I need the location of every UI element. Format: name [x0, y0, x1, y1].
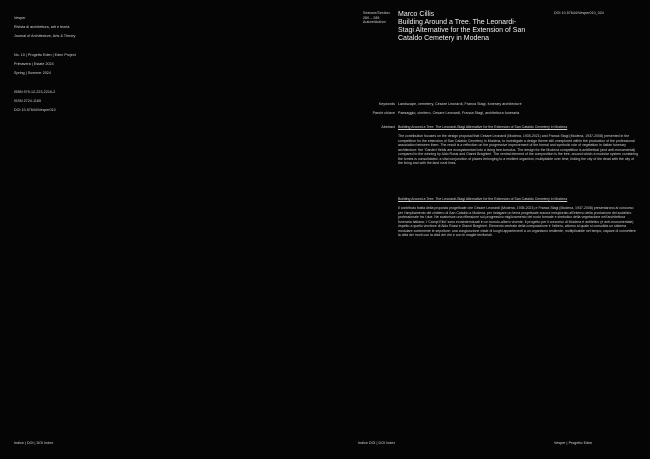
- article-meta-labels: Sezione/Section 260 – 289 Autore/Author: [363, 11, 390, 25]
- doi[interactable]: DOI 10.57644/Vesper010: [14, 108, 56, 113]
- abstract-body-en: The contribution focuses on the design proposal that Cesare Leonardi (Modena, 1935-2021) and Franca Stagi (Modena, 1937-2008) presented in the competition for the extension of San Cataldo Cemetery in Modena, to investigate a design theme still unexplored within the production of the professional association between them. The result is a reflection on the progressive improvement of the formal and symbolic role of vegetation in Italian funerary architecture: the ‘Garden’ fields are ecosystemised into a living tree-tumulus. The design for the Modena competition is antithetical (and anti-monumental) compared to the winning by Aldo Rossi and Gianni Braghieri. The central element of the composition is the tree, around which a modular system containing the tombs is consolidated: a vital conjunction of places belonging to a resilient organism, multipliable over time, linking the city of the dead with the city of the living and with the land rural lines.: [398, 134, 639, 165]
- article-author: Marco Cillis: [398, 11, 435, 18]
- publisher-name: Vesper: [14, 15, 26, 20]
- season-it: Primavera | Estate 2024: [14, 61, 54, 66]
- article-header: [398, 11, 532, 43]
- keywords-label-en: Keywords: [378, 101, 395, 106]
- keywords-values: [398, 97, 638, 120]
- footer-right: Vesper | Progetto Eden: [554, 441, 593, 445]
- abstract-title-it: Building Around a Tree. The Leonardi-Stagi Alternative for the Extension of San Cataldo Cemetery in Modena: [398, 197, 568, 201]
- journal-masthead: [14, 11, 154, 117]
- isbn: ISBN 979-12-223-2216-2: [14, 89, 56, 94]
- issn: ISSN 2724-1165: [14, 99, 42, 104]
- journal-name-it: Rivista di architettura, arti e teoria: [14, 24, 70, 29]
- keywords-labels: [355, 97, 395, 120]
- keywords-label-it: Parole chiave: [372, 110, 395, 115]
- keywords-en: Landscape, cemetery, Cesare Leonardi, Franca Stagi, funerary architecture: [398, 101, 522, 106]
- abstract-label: Abstract: [381, 125, 395, 129]
- abstract-title-en: Building Around a Tree. The Leonardi-Stagi Alternative for the Extension of San Cataldo Cemetery in Modena: [398, 125, 568, 129]
- abstract-it: [398, 197, 638, 238]
- journal-name-en: Journal of Architecture, Arts & Theory: [14, 33, 76, 38]
- issue-line: No. 10 | Progetto Eden | Eden Project: [14, 52, 76, 57]
- abstract-en: [398, 125, 638, 166]
- footer-center[interactable]: Indice DOI | DOI Index: [358, 441, 396, 445]
- season-en: Spring | Summer 2024: [14, 71, 51, 76]
- footer-left[interactable]: Indice | DOI | DOI Index: [14, 441, 54, 445]
- abstract-body-it: Il contributo tratta della proposta progettuale che Cesare Leonardi (Modena, 1935-2021) e Franca Stagi (Modena, 1937-2008) presentarono al concorso per l’ampliamento del cimitero di San Cataldo a Modena, per indagare un tema progettuale ancora inesplorato all’interno della produzione del sodalizio professionale tra i due. Ne scaturisce una riflessione sul progressivo miglioramento del ruolo formale e simbolico della vegetazione nell’architettura funeraria italiana: i ‘Campi Elisi’ sono ecosistemizzati in un tumulo-albero vivente. Il progetto per il concorso di Modena è antitetico (e anti-monumentale) rispetto a quello vincitore di Aldo Rossi e Gianni Braghieri. Elemento centrale della composizione è l’albero, attorno al quale si consolida un sistema modulare contenente le sepolture: una congiunzione vitale di luoghi appartenenti a un organismo resiliente, moltiplicabile nel tempo, capace di connettere la città dei morti con la città dei vivi e con le maglie territoriali.: [398, 206, 636, 237]
- article-title: Building Around a Tree. The Leonardi-Stagi Alternative for the Extension of San Cataldo Cemetery in Modena: [398, 19, 526, 42]
- keywords-it: Paesaggio, cimitero, Cesare Leonardi, Franca Stagi, architettura funeraria: [398, 110, 520, 115]
- article-doi[interactable]: DOI 10.57644/Vesper010_024: [554, 11, 604, 15]
